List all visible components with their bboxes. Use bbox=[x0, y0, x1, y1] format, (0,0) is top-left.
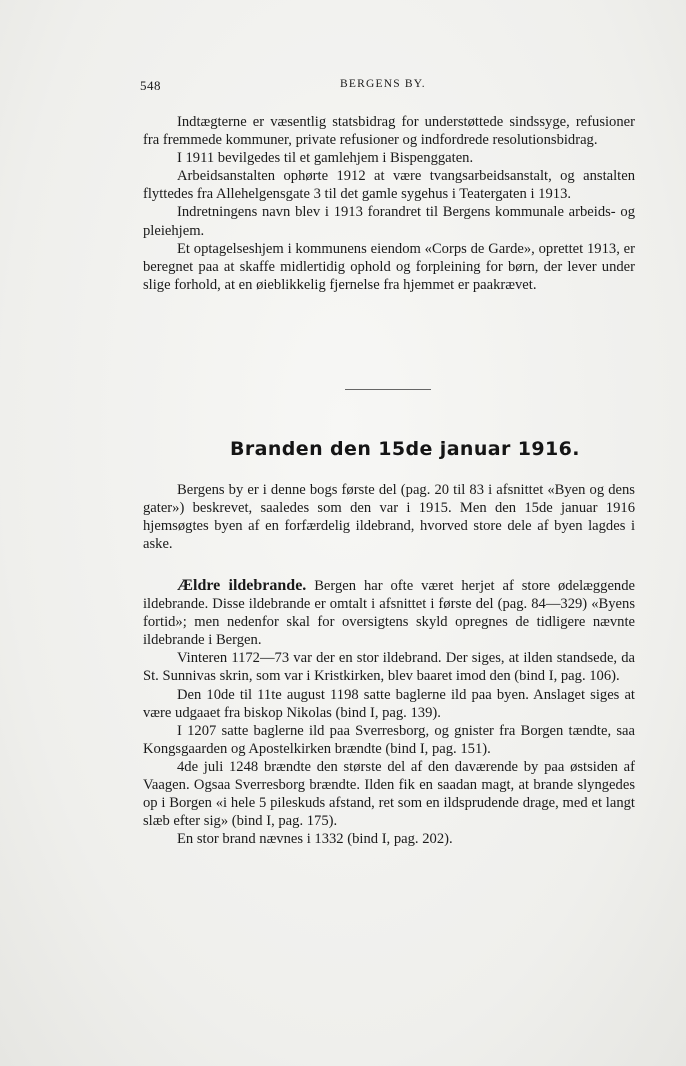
paragraph: I 1207 satte baglerne ild paa Sverresborg, og gnister fra Borgen tændte, saa Kongsgaarden og Apostelkirken brændte (bind I, pag. 151). bbox=[143, 722, 635, 757]
paragraph: Indtægterne er væsentlig statsbidrag for understøttede sindssyge, refusioner fra fremmede kommuner, private refusioner og indfordrede resolutionsbidrag. bbox=[143, 114, 635, 149]
paragraph: Indretningens navn blev i 1913 forandret til Bergens kommunale arbeids- og pleiehjem. bbox=[143, 204, 635, 239]
page-number: 548 bbox=[140, 78, 161, 93]
paragraph: 4de juli 1248 brændte den største del af den daværende by paa østsiden af Vaagen. Ogsaa Sverresborg brændte. Ilden fik en saadan magt, at brande slyngedes op i Borgen «i hele 5 pileskuds afstand, ret som en ildsprudende drage, med et langt slæb efter sig» (bind I, pag. 175). bbox=[143, 758, 635, 830]
paragraph: Den 10de til 11te august 1198 satte baglerne ild paa byen. Anslaget siges at være udgaaet fra biskop Nikolas (bind I, pag. 139). bbox=[143, 686, 635, 721]
running-head: BERGENS BY. bbox=[340, 78, 426, 90]
paragraph: I 1911 bevilgedes til et gamlehjem i Bispenggaten. bbox=[177, 150, 474, 167]
paragraph: Et optagelseshjem i kommunens eiendom «Corps de Garde», oprettet 1913, er beregnet paa at skaffe midlertidig ophold og forpleining for børn, der lever under slige forhold, at en øieblikkelig fjernelse fra hjemmet er paakrævet. bbox=[143, 240, 635, 293]
subheading: Ældre ildebrande. bbox=[177, 577, 307, 594]
section-body bbox=[143, 577, 635, 848]
section-intro bbox=[143, 481, 635, 553]
paragraph: Bergens by er i denne bogs første del (pag. 20 til 83 i afsnittet «Byen og dens gater») beskrevet, saaledes som den var i 1915. Men den 15de januar 1916 hjemsøgtes byen af en forfærdelig ildebrand, hvorved store dele af byen lagdes i aske. bbox=[143, 482, 635, 553]
paragraph: Vinteren 1172—73 var der en stor ildebrand. Der siges, at ilden standsede, da St. Sunnivas skrin, som var i Kristkirken, blev baaret imod den (bind I, pag. 106). bbox=[143, 650, 635, 685]
intro-text bbox=[143, 113, 635, 294]
paragraph: En stor brand nævnes i 1332 (bind I, pag. 202). bbox=[177, 831, 453, 848]
section-title: Branden den 15de januar 1916. bbox=[230, 438, 580, 460]
section-divider bbox=[345, 389, 431, 390]
paragraph bbox=[143, 577, 635, 649]
paragraph: Arbeidsanstalten ophørte 1912 at være tvangsarbeidsanstalt, og anstalten flyttedes fra Allehelgensgate 3 til det gamle sygehus i Teatergaten i 1913. bbox=[143, 168, 635, 203]
paragraph-text: Bergen har ofte været herjet af store ødelæggende ildebrande. Disse ildebrande er omtalt i afsnittet i første del (pag. 84—329) «Byens fortid»; men nedenfor skal for oversigtens skyld opregnes de tidligere nævnte ildebrande i Bergen. bbox=[143, 578, 635, 649]
